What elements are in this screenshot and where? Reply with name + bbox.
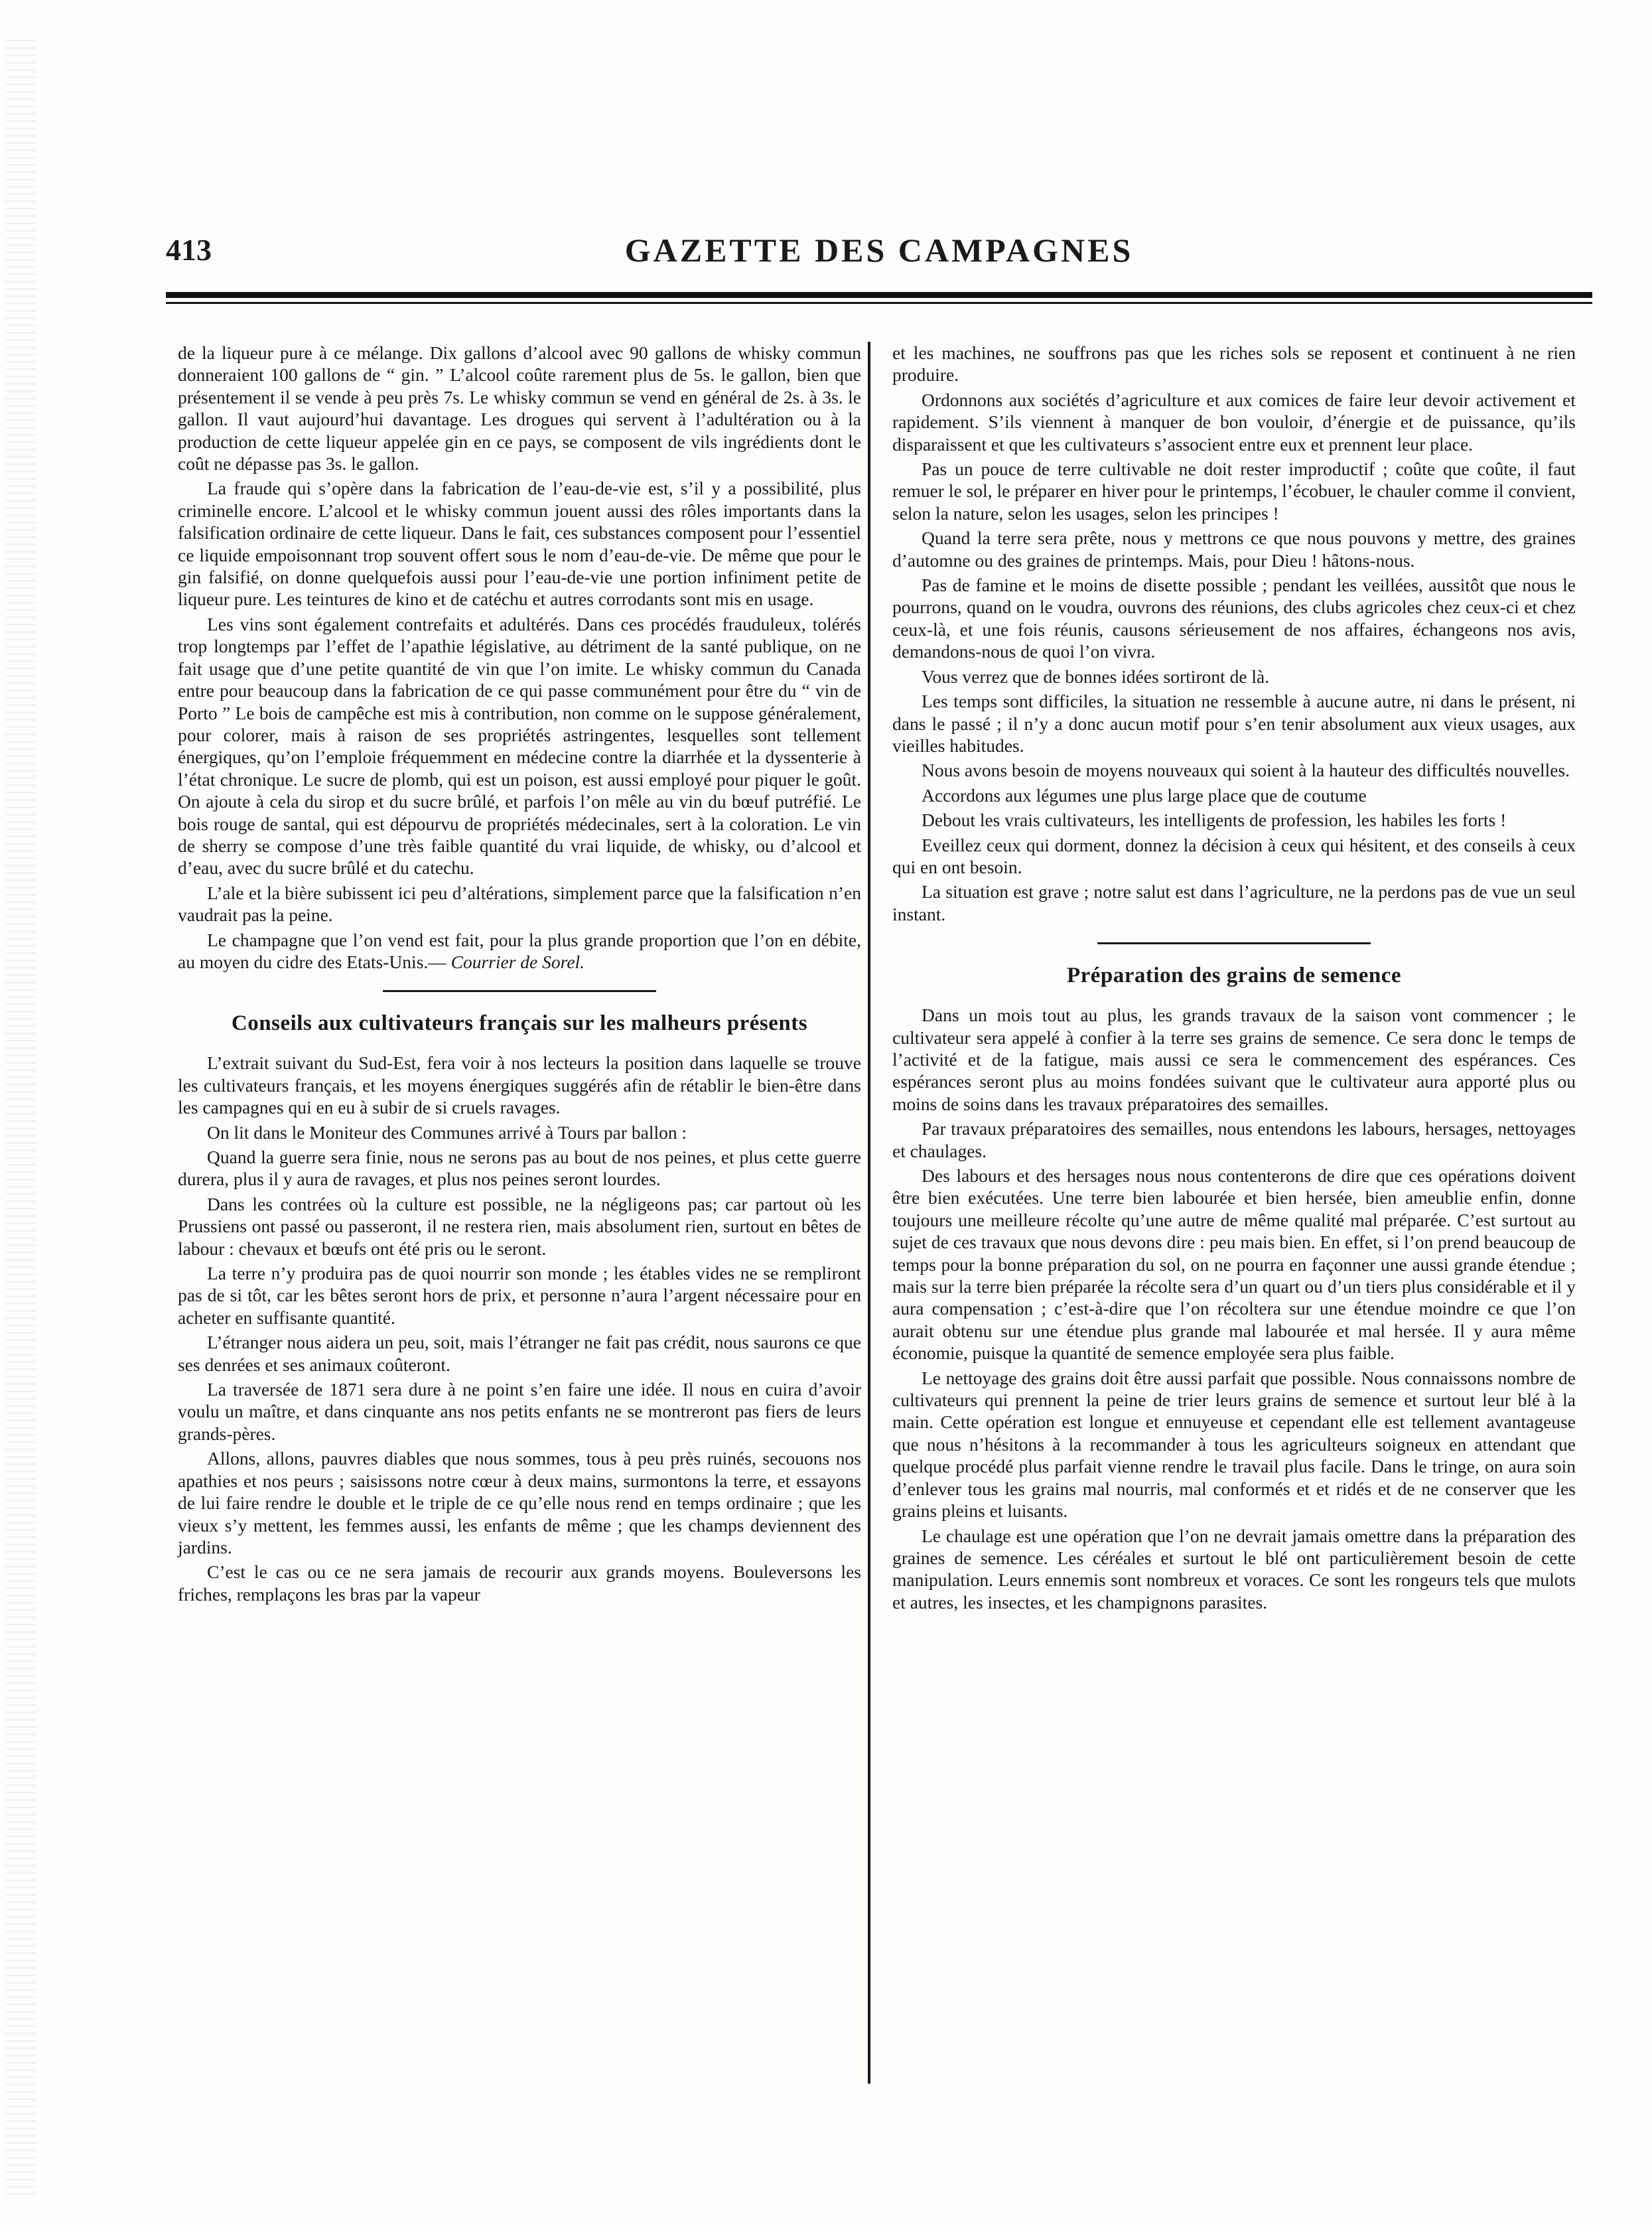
paragraph: Allons, allons, pauvres diables que nous sommes, tous à peu près ruinés, secouons nos apathies et nos peurs ; saisissons notre cœur à deux mains, surmontons la terre, et essayons de lui faire rendre le double et le triple de ce qu’elle nous rend en temps ordinaire ; que les vieux s’y mettent, les femmes aussi, les enfants de même ; que les champs deviennent des jardins. xyxy=(178,1448,861,1557)
article-heading: Préparation des grains de semence xyxy=(1066,964,1402,988)
paragraph-text: Le champagne que l’on vend est fait, pour la plus grande proportion que l’on en débite, au moyen du cidre des Etats-Unis.— xyxy=(178,929,861,972)
paragraph: Quand la guerre sera finie, nous ne serons pas au bout de nos peines, et plus cette guerre durera, plus il y aura de ravages, et plus nos peines seront lourdes. xyxy=(178,1147,861,1190)
header-rule-thin xyxy=(166,302,1592,304)
paragraph: Les temps sont difficiles, la situation ne ressemble à aucune autre, ni dans le présent, ni dans le passé ; il n’y a donc aucun motif pour s’en tenir absolument aux vieux usages, aux vieilles habitudes. xyxy=(892,691,1576,756)
page-header xyxy=(166,226,1592,279)
paragraph: Pas de famine et le moins de disette possible ; pendant les veillées, aussitôt que nous le pourrons, quand on le voudra, ouvrons des réunions, des clubs agricoles chez ceux-ci et chez ceux-là, et une fois réunis, causons sérieusement de nos affaires, échangeons nos avis, demandons-nous de quoi l’on vivra. xyxy=(892,575,1576,662)
paragraph: L’extrait suivant du Sud-Est, fera voir à nos lecteurs la position dans laquelle se trouve les cultivateurs français, et les moyens énergiques suggérés afin de rétablir le bien-être dans les campagnes qui en eu à subir de si cruels ravages. xyxy=(178,1052,861,1118)
newspaper-title: GAZETTE DES CAMPAGNES xyxy=(624,232,1134,269)
paragraph: On lit dans le Moniteur des Communes arrivé à Tours par ballon : xyxy=(207,1121,687,1143)
article-source: Courrier de Sorel. xyxy=(450,951,585,972)
paragraph: Eveillez ceux qui dorment, donnez la décision à ceux qui hésitent, et des conseils à ceux qui en ont besoin. xyxy=(892,834,1576,877)
paragraph: Vous verrez que de bonnes idées sortiront de là. xyxy=(922,666,1270,687)
scan-edge-noise xyxy=(5,40,36,2196)
paragraph: Le nettoyage des grains doit être aussi parfait que possible. Nous connaissons nombre de cultivateurs qui prennent la peine de trier leurs grains de semence et surtout leur blé à la main. Cette opération est longue et ennuyeuse et cependant elle est tellement avantageuse que nous n’hésitons à la recommander à tous les agriculteurs soigneux en attendant que quelque procédé plus parfait vienne rendre le travail plus facile. Dans le tringe, on aura soin d’enlever tous les grains mal nourris, mal conformés et et ridés et de ne conserver que les grains pleins et luisants. xyxy=(892,1367,1576,1522)
paragraph: L’étranger nous aidera un peu, soit, mais l’étranger ne fait pas crédit, nous saurons ce que ses denrées et ses animaux coûteront. xyxy=(178,1332,861,1375)
left-column xyxy=(178,342,861,1605)
paragraph: Quand la terre sera prête, nous y mettrons ce que nous pouvons y mettre, des graines d’automne ou des graines de printemps. Mais, pour Dieu ! hâtons-nous. xyxy=(892,528,1576,571)
right-column xyxy=(892,342,1576,1613)
page-number: 413 xyxy=(166,233,212,267)
paragraph: La situation est grave ; notre salut est dans l’agriculture, ne la perdons pas de vue un seul instant. xyxy=(892,881,1576,924)
paragraph: La fraude qui s’opère dans la fabrication de l’eau-de-vie est, s’il y a possibilité, plus criminelle encore. L’alcool et le whisky commun jouent aussi des rôles importants dans la falsification ordinaire de cette liqueur. Dans le fait, ces substances composent pour l’essentiel ce liquide empoisonnant trop souvent offert sous le nom d’eau-de-vie. De même que pour le gin falsifié, on donne quelquefois aussi pour l’eau-de-vie une portion infiniment petite de liqueur pure. Les teintures de kino et de catéchu et autres corrodants sont mis en usage. xyxy=(178,478,861,610)
paragraph: Dans les contrées où la culture est possible, ne la négligeons pas; car partout où les Prussiens ont passé ou passeront, il ne restera rien, mais absolument rien, surtout en bêtes de labour : chevaux et bœufs ont été pris ou le seront. xyxy=(178,1193,861,1259)
section-divider xyxy=(1097,942,1371,944)
paragraph: Debout les vrais cultivateurs, les intelligents de profession, les habiles les forts ! xyxy=(922,810,1507,831)
paragraph: Les vins sont également contrefaits et adultérés. Dans ces procédés frauduleux, tolérés trop longtemps par l’effet de l’apathie législative, au détriment de la santé publique, on ne fait usage que d’une petite quantité de vin que l’on imite. Le whisky commun du Canada entre pour beaucoup dans la fabrication de ce qui passe communément pour être du “ vin de Porto ” Le bois de campêche est mis à contribution, non comme on le suppose généralement, pour colorer, mais à raison de ses propriétés astringentes, lesquelles sont tellement énergiques, qu’on l’emploie fréquemment en médecine contre la diarrhée et la dyssenterie à l’état chronique. Le sucre de plomb, qui est un poison, est aussi employé pour piquer le goût. On ajoute à cela du sirop et du sucre brûlé, et parfois l’on mêle au vin du bœuf putréfié. Le bois rouge de santal, qui est dépourvu de propriétés médecinales, sert à la coloration. Le vin de sherry se compose d’une très faible quantité du vrai liquide, de whisky, ou d’alcool et d’eau, avec du sucre brûlé et du catechu. xyxy=(178,613,861,879)
paragraph: Le chaulage est une opération que l’on ne devrait jamais omettre dans la préparation des graines de semence. Les céréales et surtout le blé ont particulièrement besoin de cette manipulation. Leurs ennemis sont nombreux et voraces. Ce sont les rongeurs tels que mulots et autres, les insectes, et les champignons parasites. xyxy=(892,1525,1576,1613)
section-divider xyxy=(383,990,656,992)
article-heading: Conseils aux cultivateurs français sur les malheurs présents xyxy=(231,1011,808,1036)
paragraph: L’ale et la bière subissent ici peu d’altérations, simplement parce que la falsification n’en vaudrait pas la peine. xyxy=(178,882,861,926)
paragraph xyxy=(178,929,861,973)
paragraph: Dans un mois tout au plus, les grands travaux de la saison vont commencer ; le cultivateur sera appelé à confier à la terre ses grains de semence. Ce sera donc le temps de l’activité et de la fatigue, mais aussi ce sera le commencement des espérances. Ces espérances seront plus au moins fondées suivant que le cultivateur aura apporté plus ou moins de soins dans les travaux préparatoires des semailles. xyxy=(892,1005,1576,1114)
paragraph: La traversée de 1871 sera dure à ne point s’en faire une idée. Il nous en cuira d’avoir voulu un maître, et dans cinquante ans nos petits enfants ne se montreront pas fiers de leurs grands-pères. xyxy=(178,1379,861,1444)
paragraph: La terre n’y produira pas de quoi nourrir son monde ; les étables vides ne se rempliront pas de si tôt, car les bêtes seront hors de prix, et personne n’aura l’argent nécessaire pour en acheter en suffisante quantité. xyxy=(178,1263,861,1328)
paragraph: Pas un pouce de terre cultivable ne doit rester improductif ; coûte que coûte, il faut remuer le sol, le préparer en hiver pour le printemps, l’écobuer, le chauler comme il convient, selon la nature, selon les usages, selon les principes ! xyxy=(892,459,1576,524)
paragraph: C’est le cas ou ce ne sera jamais de recourir aux grands moyens. Bouleversons les friches, remplaçons les bras par la vapeur xyxy=(178,1561,861,1605)
paragraph: Des labours et des hersages nous nous contenterons de dire que ces opérations doivent être bien exécutées. Une terre bien labourée et bien hersée, bien ameublie enfin, donne toujours une meilleure récolte qu’une autre de même qualité mal préparée. C’est surtout au sujet de ces travaux que nous devons dire : peu mais bien. En effet, si l’on prend beaucoup de temps pour la bonne préparation du sol, on ne pourra en façonner une aussi grande étendue ; mais sur la terre bien préparée la récolte sera d’un quart ou d’un tiers plus considérable et il y aura compensation ; c’est-à-dire que l’on récoltera sur une étendue moindre ce que l’on aurait obtenu sur une étendue plus grande mal labourée et mal hersée. Il y aura même économie, puisque la quantité de semence employée sera plus faible. xyxy=(892,1165,1576,1364)
paragraph: Nous avons besoin de moyens nouveaux qui soient à la hauteur des difficultés nouvelles. xyxy=(922,760,1570,781)
paragraph: Par travaux préparatoires des semailles, nous entendons les labours, hersages, nettoyages et chaulages. xyxy=(892,1118,1576,1161)
paragraph: et les machines, ne souffrons pas que les riches sols se reposent et continuent à ne rien produire. xyxy=(892,342,1576,386)
paragraph: Ordonnons aux sociétés d’agriculture et aux comices de faire leur devoir activement et rapidement. S’ils viennent à manquer de bon vouloir, d’énergie et de puissance, qu’ils disparaissent et que les cultivateurs s’associent entre eux et prennent leur place. xyxy=(892,389,1576,455)
column-divider xyxy=(868,342,870,2084)
header-rule-thick xyxy=(166,292,1592,298)
paragraph: Accordons aux légumes une plus large place que de coutume xyxy=(922,784,1367,806)
paragraph: de la liqueur pure à ce mélange. Dix gallons d’alcool avec 90 gallons de whisky commun donneraient 100 gallons de “ gin. ” L’alcool coûte rarement plus de 5s. le gallon, bien que présentement il se vende à peu près 7s. Le whisky commun se vend en général de 2s. à 3s. le gallon. Il vaut aujourd’hui davantage. Les drogues qui servent à l’adultération ou à la production de cette liqueur appelée gin en ce pays, se composent de vils ingrédients dont le coût ne dépasse pas 3s. le gallon. xyxy=(178,342,861,474)
